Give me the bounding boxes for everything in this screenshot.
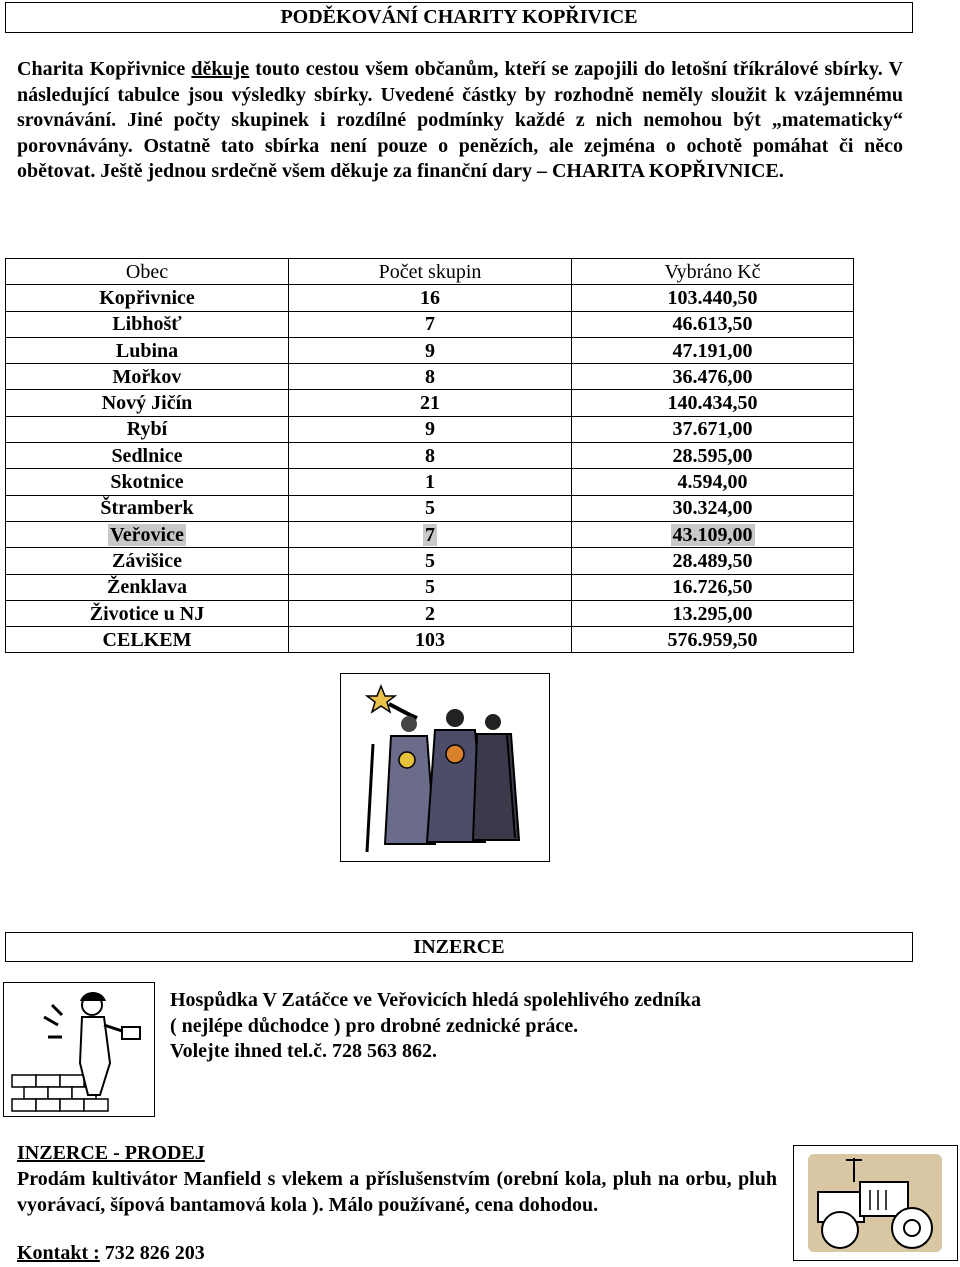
table-cell: Sedlnice [111,444,183,467]
contact-label: Kontakt : [17,1242,100,1264]
inzerce-line-2: ( nejlépe důchodce ) pro drobné zednické práce. [170,1014,579,1037]
tractor-illustration [793,1145,958,1261]
table-cell: 46.613,50 [672,313,753,336]
star-tail [389,704,417,718]
table-cell: 9 [425,418,435,441]
table-cell: 47.191,00 [672,339,753,362]
table-cell: 36.476,00 [672,365,753,388]
prodej-contact [17,1240,205,1266]
inzerce-line-1: Hospůdka V Zatáčce ve Veřovicích hledá spolehlivého zedníka [170,989,701,1011]
table-row [6,495,854,521]
figure-2-gift [446,745,464,763]
brick [36,1075,60,1087]
worker-trowel [122,1027,140,1039]
table-row [6,311,854,337]
table-row [6,469,854,495]
table-row [6,443,854,469]
prodej-title: INZERCE - PRODEJ [17,1142,205,1164]
brick [60,1099,84,1111]
table-cell: 13.295,00 [672,602,753,625]
brick [48,1087,72,1099]
table-cell: 576.959,50 [667,628,758,651]
bricklayer-illustration [3,982,155,1117]
table-cell: 21 [420,392,440,415]
inzerce-line-3: Volejte ihned tel.č. 728 563 862. [170,1040,438,1062]
paragraph-rest: touto cestou všem občanům, kteří se zapojili do letošní tříkrálové sbírky. V následující tabulce jsou výsledky sbírky. Uvedené částky by rozhodně neměly sloužit k vzájemnému srovnávání. Jiné počty skupinek i rozdílné podmínky každé z nich nemohou být „matematicky“ porovnávány. Ostatně tato sbírka není pouze o penězích, ale zejména o ochotě pomáhat či něco obětovat. Ještě jednou srdečně všem děkuje za finanční dary – CHARITA KOPŘIVNICE. [17,58,903,182]
bricklayer-image [4,983,153,1115]
table-row [6,390,854,416]
table-cell: 8 [425,365,435,388]
table-row [6,337,854,363]
charity-title: PODĚKOVÁNÍ CHARITY KOPŘIVICE [5,2,913,33]
figure-3-robe [473,734,519,840]
table-cell: Životice u NJ [89,602,205,625]
results-table [5,258,854,653]
table-cell: 140.434,50 [667,392,758,415]
table-header-cell: Vybráno Kč [664,260,761,283]
table-cell: 28.595,00 [672,444,753,467]
table-cell: Veřovice [110,523,184,546]
brick [12,1099,36,1111]
table-cell: Rybí [126,418,168,441]
table-cell: Mořkov [112,365,182,388]
table-cell: 103.440,50 [667,286,758,309]
prodej-text: Prodám kultivátor Manfield s vlekem a příslušenstvím (orební kola, pluh na orbu, pluh vyorávací, šípová bantamová kola ). Málo používané, cena dohodou. [17,1168,777,1216]
table-row [6,574,854,600]
table-header-cell: Obec [125,260,169,283]
table-cell: 4.594,00 [677,471,748,494]
table-row [6,627,854,653]
brick [36,1099,60,1111]
table-cell: Závišice [112,549,182,572]
table-header-row [6,259,854,285]
brick [24,1087,48,1099]
table-row [6,285,854,311]
table-cell: 7 [425,523,435,546]
table-cell: 8 [425,444,435,467]
table-cell: 16.726,50 [672,576,753,599]
table-cell: 37.671,00 [672,418,753,441]
tractor-wheel-rear [822,1212,858,1248]
table-cell: 43.109,00 [672,523,753,546]
table-cell: 30.324,00 [672,497,753,520]
charity-paragraph [17,57,903,185]
table-row [6,416,854,442]
table-cell: 16 [420,286,440,309]
figure-1-head [401,716,417,732]
table-cell: 5 [425,576,435,599]
table-row [6,548,854,574]
table-cell: 2 [425,602,435,625]
contact-value: 732 826 203 [99,1242,205,1264]
table-row [6,600,854,626]
table-cell: 28.489,50 [672,549,753,572]
table-row [6,364,854,390]
figure-1-gift [399,752,415,768]
brick [60,1075,84,1087]
worker-body [80,1017,110,1095]
table-cell: 103 [415,628,445,651]
table-cell: Kopřivnice [99,286,195,309]
star-icon [367,686,395,712]
brick [84,1099,108,1111]
table-cell: Nový Jičín [101,392,193,415]
table-cell: Lubina [115,339,179,362]
table-cell: 7 [425,313,435,336]
table-cell: 5 [425,549,435,572]
figure-3-head [485,714,501,730]
table-cell: Skotnice [110,471,184,494]
table-row [6,521,854,547]
table-cell: Ženklava [106,576,188,599]
three-kings-illustration [340,673,550,862]
table-cell: 5 [425,497,435,520]
prodej-section [17,1140,777,1218]
three-kings-image [341,674,548,860]
table-cell: CELKEM [102,628,192,651]
table-cell: Libhošť [112,313,182,336]
figure-2-head [446,709,464,727]
tractor-image [794,1146,956,1259]
table-header-cell: Počet skupin [378,260,482,283]
inzerce-title: INZERCE [5,932,913,962]
paragraph-thanks-word: děkuje [191,58,250,80]
staff [367,744,373,852]
brick [12,1075,36,1087]
table-cell: 9 [425,339,435,362]
table-cell: Štramberk [100,497,194,520]
paragraph-start: Charita Kopřivnice [17,58,192,80]
worker-helmet [80,992,106,1001]
inzerce-text [170,988,910,1065]
table-cell: 1 [425,471,435,494]
